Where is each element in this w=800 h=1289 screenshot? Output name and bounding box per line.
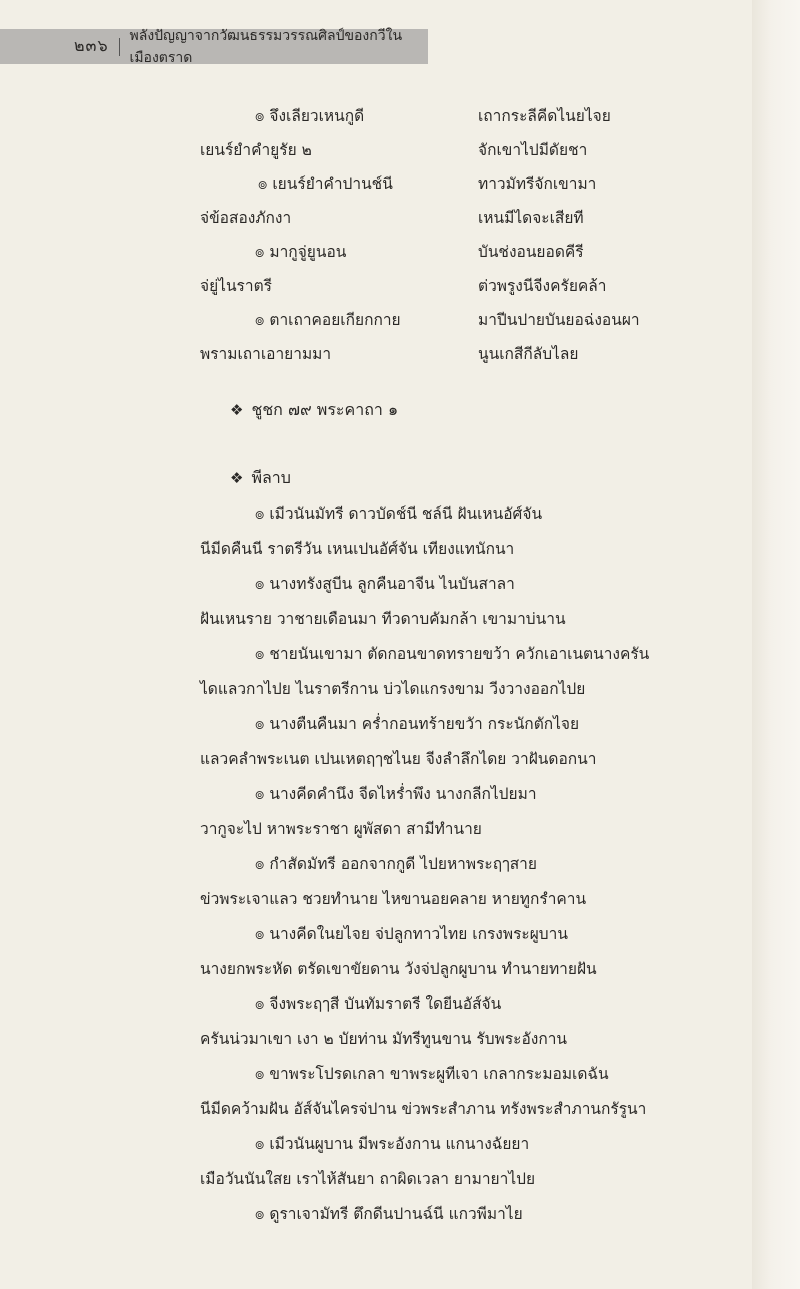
verse-line: ฝันเหนราย วาชายเดือนมา ทีวดาบคัมกล้า เขามาบ่นาน xyxy=(200,610,566,628)
verse-line: นูนเกสีกีลับไลย xyxy=(478,345,579,363)
verse-line: ต่วพรูงนีจีงครัยคล้า xyxy=(478,277,607,295)
verse-line: เมือวันนันใสย เราไห้สันยา ถาผิดเวลา ยามายาไปย xyxy=(200,1170,536,1188)
verse-line: ๏ เมีวนันผูบาน มีพระอังกาน แกนางฉัยยา xyxy=(255,1135,530,1153)
section-heading xyxy=(230,400,398,420)
verse-line: ๏ นางคีดคำนึง จีดไหร่ำพึง นางกลีกไปยมา xyxy=(255,785,537,803)
verse-line: ๏ เมีวนันมัทรี ดาวบัดช์นี ชล์นี ฝันเหนอัศ์จัน xyxy=(255,505,543,523)
verse-line: ๏ นางตืนคืนมา คร่ำกอนทร้ายขวัา กระนักตักไจย xyxy=(255,715,580,733)
verse-line: จ่ข้อสองภักงา xyxy=(200,209,292,227)
verse-line: เถากระลีคีดไนยไจย xyxy=(478,107,611,125)
verse-line: จ่ยู่ไนราตรี xyxy=(200,277,272,295)
verse-line: เยนร์ยำคำยูรัย ๒ xyxy=(200,141,312,159)
verse-line: ๏ เยนร์ยำคำปานช์นี xyxy=(258,175,393,193)
verse-line: พรามเถาเอายามมา xyxy=(200,345,332,363)
verse-line: ข่วพระเจาแลว ชวยทำนาย ไหขานอยคลาย หายทูกรำคาน xyxy=(200,890,587,908)
verse-line: ๏ จึงเลียวเหนกูดี xyxy=(255,107,365,125)
verse-line: ครันน่วมาเขา เงา ๒ บัยท่าน มัทรีทูนขาน รับพระอังกาน xyxy=(200,1030,568,1048)
verse-line: นีมีดคว้ามฝัน อัส์จันไครจ่ปาน ข่วพระสำภาน ทรังพระสำภานกรัรูนา xyxy=(200,1100,647,1118)
verse-line: นางยกพระหัด ตรัดเขาขัยดาน วังจ่ปลูกผูบาน ทำนายทายฝัน xyxy=(200,960,597,978)
verse-line: เหนมีไดจะเสียที xyxy=(478,209,584,227)
diamond-bullet-icon: ❖ xyxy=(230,401,244,419)
verse-line: มาปีนปายบันยอฉ่งอนผา xyxy=(478,311,640,329)
diamond-bullet-icon: ❖ xyxy=(230,469,244,487)
verse-line: ๏ ดูราเจามัทรี ตึกดีนปานฉ์นี แกวพีมาไย xyxy=(255,1205,523,1223)
verse-line: ๏ นางคีดในยไจย จ่ปลูกทาวไทย เกรงพระผูบาน xyxy=(255,925,568,943)
section-heading-text: ชูชก ๗๙ พระคาถา ๑ xyxy=(251,400,399,419)
verse-line: จักเขาไปมีดัยชา xyxy=(478,141,588,159)
section-heading xyxy=(230,468,291,488)
verse-line: แลวคลำพระเนต เปนเหตฤๅชไนย จีงลำลึกไดย วาฝันดอกนา xyxy=(200,750,597,768)
verse-line: นีมีดคืนนี ราตรีวัน เหนเปนอัศ์จัน เทียงแทนักนา xyxy=(200,540,515,558)
section-heading-text: พีลาบ xyxy=(251,468,291,487)
verse-line: ๏ ขาพระโปรดเกลา ขาพระผูทีเจา เกลากระมอมเดฉัน xyxy=(255,1065,609,1083)
verse-line: ๏ มากูจู่ยูนอน xyxy=(255,243,347,261)
verse-line: ทาวมัทรีจักเขามา xyxy=(478,175,597,193)
page-number: ๒๓๖ xyxy=(74,36,109,55)
verse-line: ๏ นางทรังสูบีน ลูกคืนอาจีน ไนบันสาลา xyxy=(255,575,515,593)
verse-line: วากูจะไป หาพระราชา ผูพัสดา สามีทำนาย xyxy=(200,820,482,838)
verse-line: ๏ ชายนันเขามา ตัดกอนขาดทรายขว้า ควักเอาเนตนางครัน xyxy=(255,645,650,663)
verse-line: ๏ กำสัดมัทรี ออกจากกูดี ไปยหาพระฤๅสาย xyxy=(255,855,537,873)
verse-line: ๏ จีงพระฤๅสี บันทัมราตรี ใดยีนอัส์จัน xyxy=(255,995,502,1013)
verse-line: บันช่งอนยอดคีรี xyxy=(478,243,584,261)
verse-line: ไดแลวกาไปย ไนราตรีกาน บ่วไดแกรงขาม วีงวางออกไปย xyxy=(200,680,586,698)
verse-line: ๏ ตาเถาคอยเกียกกาย xyxy=(255,311,401,329)
book-title: พลังปัญญาจากวัฒนธรรมวรรณศิลป์ของกวีในเมืองตราด xyxy=(129,27,403,66)
